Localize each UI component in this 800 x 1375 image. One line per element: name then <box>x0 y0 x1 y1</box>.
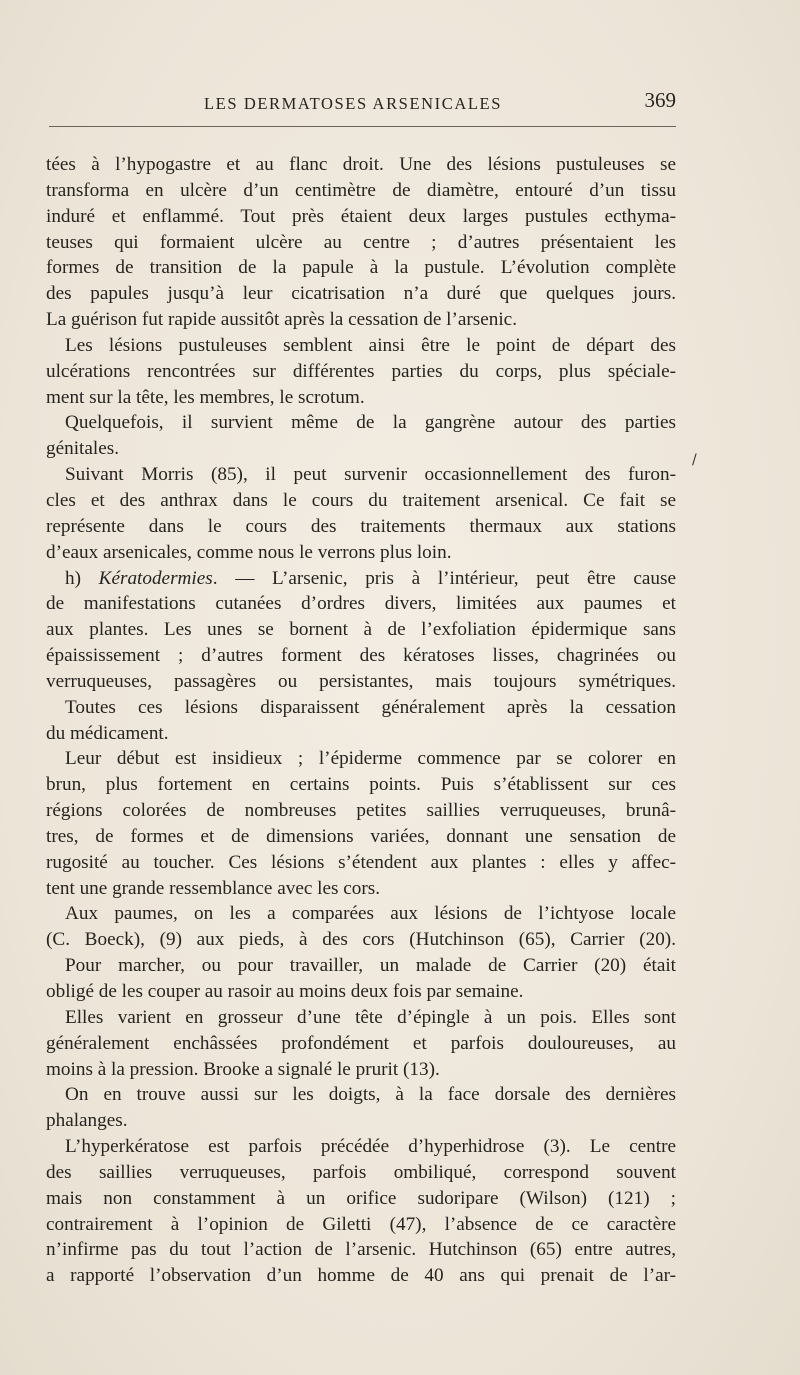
line-text: des papules jusqu’à leur cicatrisation n’a duré que quelques jours. <box>46 283 676 305</box>
text-line <box>46 927 676 953</box>
text-line <box>46 566 676 592</box>
line-text: Quelquefois, il survient même de la gangrène autour des parties <box>65 412 676 434</box>
line-text: transforma en ulcère d’un centimètre de diamètre, entouré d’un tissu <box>46 179 676 201</box>
text-line <box>46 1237 676 1263</box>
text-line <box>46 1186 676 1212</box>
text-line <box>46 436 676 462</box>
line-text: phalanges. <box>46 1110 128 1132</box>
line-text: contrairement à l’opinion de Giletti (47), l’absence de ce caractère <box>46 1213 676 1235</box>
header-rule <box>49 126 676 127</box>
text-line <box>46 1212 676 1238</box>
line-text: tées à l’hypogastre et au flanc droit. Une des lésions pustuleuses se <box>46 154 676 175</box>
text-line <box>46 643 676 669</box>
text-line <box>46 410 676 436</box>
text-line <box>46 255 676 281</box>
line-text: induré et enflammé. Tout près étaient deux larges pustules ecthyma- <box>46 205 676 227</box>
line-text: des saillies verruqueuses, parfois ombiliqué, correspond souvent <box>46 1161 676 1183</box>
page-number: 369 <box>644 88 676 112</box>
line-text: Toutes ces lésions disparaissent généralement après la cessation <box>65 696 676 718</box>
margin-annotation: / <box>692 452 697 468</box>
line-text: ment sur la tête, les membres, le scrotum. <box>46 386 365 408</box>
text-line <box>46 307 676 333</box>
line-text: de manifestations cutanées d’ordres divers, limitées aux paumes et <box>46 593 676 615</box>
text-line <box>46 281 676 307</box>
line-text: généralement enchâssées profondément et parfois douloureuses, au <box>46 1032 676 1054</box>
line-text: . — L’arsenic, pris à l’intérieur, peut être cause <box>212 567 676 589</box>
line-text: On en trouve aussi sur les doigts, à la face dorsale des dernières <box>65 1084 676 1106</box>
text-line <box>46 876 676 902</box>
text-line <box>46 695 676 721</box>
text-line <box>46 488 676 514</box>
body-text <box>46 152 676 1289</box>
line-text: ulcérations rencontrées sur différentes parties du corps, plus spéciale- <box>46 360 676 382</box>
line-text: Leur début est insidieux ; l’épiderme commence par se colorer en <box>65 748 676 770</box>
text-line <box>46 178 676 204</box>
text-line <box>46 230 676 256</box>
text-line <box>46 462 676 488</box>
text-line <box>46 591 676 617</box>
text-line <box>46 204 676 230</box>
list-marker: h) <box>65 567 99 589</box>
line-text: La guérison fut rapide aussitôt après la cessation de l’arsenic. <box>46 309 517 331</box>
line-text: rugosité au toucher. Ces lésions s’étendent aux plantes : elles y affec- <box>46 851 676 873</box>
line-text: d’eaux arsenicales, comme nous le verrons plus loin. <box>46 541 452 563</box>
running-header <box>46 88 676 118</box>
text-line <box>46 1134 676 1160</box>
text-line <box>46 1263 676 1289</box>
text-line <box>46 359 676 385</box>
line-text: obligé de les couper au rasoir au moins deux fois par semaine. <box>46 981 524 1002</box>
text-line <box>46 385 676 411</box>
text-line <box>46 979 676 1005</box>
line-text: moins à la pression. Brooke a signalé le prurit (13). <box>46 1058 440 1080</box>
line-text: tres, de formes et de dimensions variées, donnant une sensation de <box>46 825 676 847</box>
line-text: génitales. <box>46 438 119 460</box>
text-line <box>46 669 676 695</box>
line-text: (C. Boeck), (9) aux pieds, à des cors (Hutchinson (65), Carrier (20). <box>46 929 676 951</box>
line-text: Pour marcher, ou pour travailler, un malade de Carrier (20) était <box>65 955 676 977</box>
line-text: du médicament. <box>46 722 169 744</box>
text-line <box>46 152 676 178</box>
line-text: Les lésions pustuleuses semblent ainsi être le point de départ des <box>65 334 676 356</box>
text-line <box>46 772 676 798</box>
line-text: régions colorées de nombreuses petites saillies verruqueuses, brunâ- <box>46 800 676 822</box>
line-text: représente dans le cours des traitements thermaux aux stations <box>46 515 676 537</box>
line-text: Elles varient en grosseur d’une tête d’épingle à un pois. Elles sont <box>65 1006 676 1028</box>
line-text: mais non constamment à un orifice sudoripare (Wilson) (121) ; <box>46 1187 676 1209</box>
text-line <box>46 721 676 747</box>
text-line <box>46 1057 676 1083</box>
text-line <box>46 540 676 566</box>
text-line <box>46 333 676 359</box>
line-text: n’infirme pas du tout l’action de l’arsenic. Hutchinson (65) entre autres, <box>46 1239 676 1261</box>
section-heading: Kératodermies <box>98 567 213 589</box>
line-text: cles et des anthrax dans le cours du traitement arsenical. Ce fait se <box>46 489 676 511</box>
line-text: brun, plus fortement en certains points. Puis s’établissent sur ces <box>46 774 676 796</box>
line-text: aux plantes. Les unes se bornent à de l’exfoliation épidermique sans <box>46 619 676 641</box>
line-text: Suivant Morris (85), il peut survenir occasionnellement des furon- <box>65 464 676 486</box>
text-line <box>46 1005 676 1031</box>
text-line <box>46 1108 676 1134</box>
book-page <box>46 88 676 1289</box>
text-line <box>46 824 676 850</box>
text-line <box>46 1031 676 1057</box>
line-text: L’hyperkératose est parfois précédée d’hyperhidrose (3). Le centre <box>65 1136 676 1158</box>
text-line <box>46 1160 676 1186</box>
line-text: tent une grande ressemblance avec les cors. <box>46 877 381 899</box>
text-line <box>46 746 676 772</box>
line-text: verruqueuses, passagères ou persistantes, mais toujours symétriques. <box>46 670 676 692</box>
text-line <box>46 798 676 824</box>
text-line <box>46 514 676 540</box>
line-text: teuses qui formaient ulcère au centre ; d’autres présentaient les <box>46 231 676 253</box>
text-line <box>46 617 676 643</box>
text-line <box>46 953 676 979</box>
text-line <box>46 850 676 876</box>
text-line <box>46 1082 676 1108</box>
line-text: a rapporté l’observation d’un homme de 40 ans qui prenait de l’ar- <box>46 1265 676 1287</box>
running-title: LES DERMATOSES ARSENICALES <box>204 94 503 113</box>
line-text: épaississement ; d’autres forment des kératoses lisses, chagrinées ou <box>46 645 676 667</box>
line-text: formes de transition de la papule à la pustule. L’évolution complète <box>46 257 676 279</box>
line-text: Aux paumes, on les a comparées aux lésions de l’ichtyose locale <box>65 903 676 925</box>
text-line <box>46 901 676 927</box>
